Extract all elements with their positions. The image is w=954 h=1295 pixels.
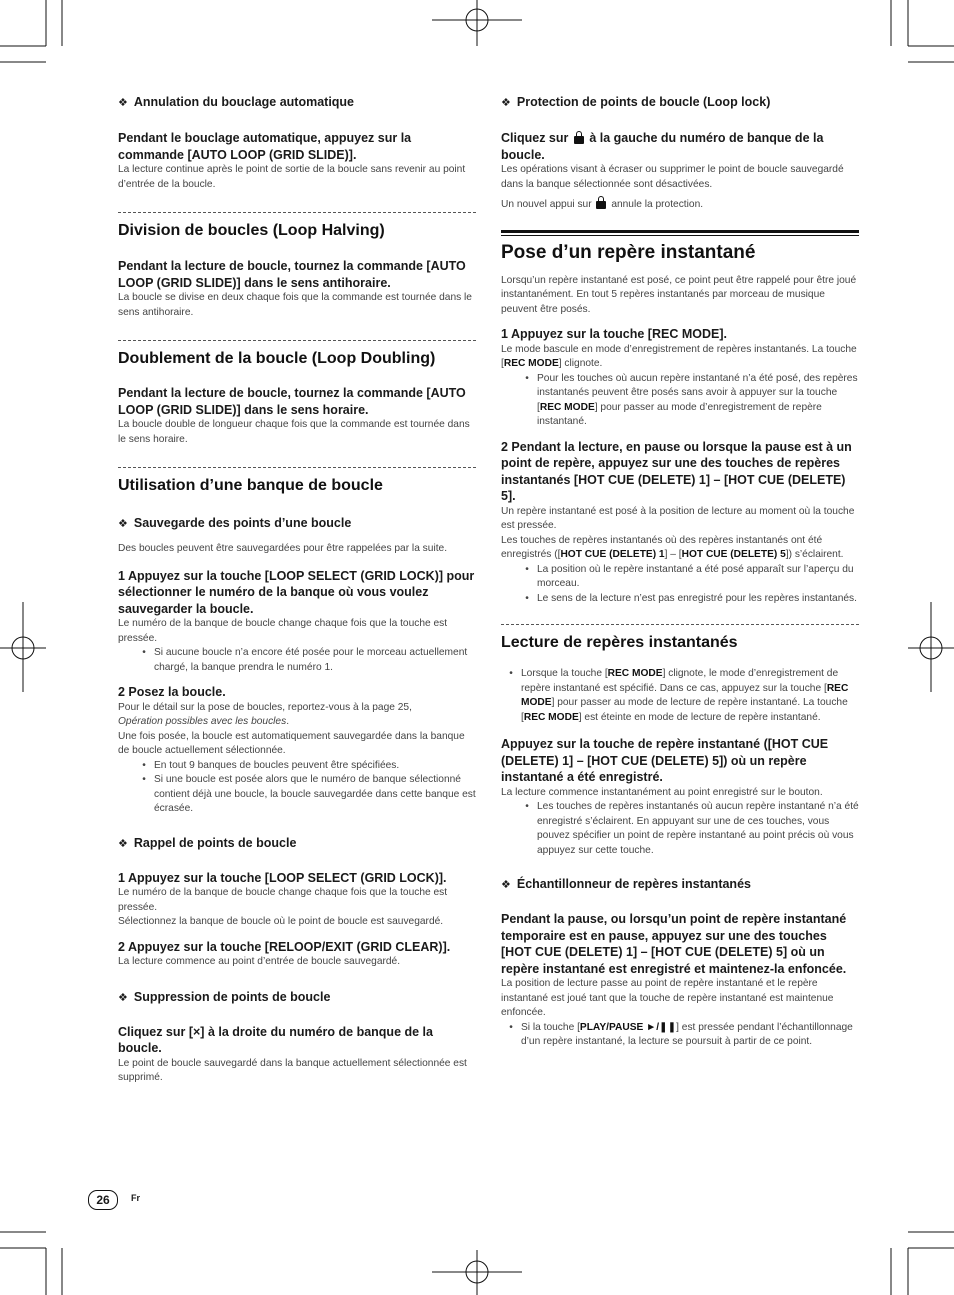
list-item: • Si aucune boucle n’a encore été posée pour le morceau actuellement chargé, la banque prendra le numéro 1. [142, 647, 468, 673]
section-rule [501, 230, 859, 236]
step-text: 2 Pendant la lecture, en pause ou lorsque la pause est à un point de repère, appuyez sur une des touches de repères instantanés [HOT CUE (DELETE) 1] – [HOT CUE (DELETE) 5]. [501, 439, 852, 503]
list-item: • Si la touche [PLAY/PAUSE ►/❚❚] est pressée pendant l’échantillonnage d’un repère instantané, la lecture se poursuit à partir de ce point. [509, 1021, 853, 1047]
section-heading-hotcue: Pose d’un repère instantané [501, 241, 756, 263]
diamond-bullet-icon: ❖ [118, 97, 128, 109]
list-item: • Lorsque la touche [REC MODE] clignote, le mode d’enregistrement de repère instantané est spécifié. Dans ce cas, appuyez sur la touche [REC MODE] pour passer au mode de lecture de repère instantané. La touche [REC MODE] est éteinte en mode de lecture de repère instantané. [509, 668, 849, 723]
body-text: Pour le détail sur la pose de boucles, reportez-vous à la page 25, Opération possibles avec les boucles. [118, 701, 412, 727]
body-text: Des boucles peuvent être sauvegardées pour être rappelées par la suite. [118, 543, 448, 554]
diamond-bullet-icon: ❖ [118, 991, 128, 1004]
section-divider [118, 467, 476, 468]
step-text: Cliquez sur à la gauche du numéro de banque de la boucle. [501, 131, 824, 162]
body-text: Le mode bascule en mode d’enregistrement de repères instantanés. La touche [REC MODE] clignote. [501, 343, 857, 369]
body-text: Un nouvel appui sur annule la protection. [501, 196, 859, 213]
step-text: 1 Appuyez sur la touche [LOOP SELECT (GRID LOCK)]. [118, 870, 447, 885]
lock-icon [596, 196, 606, 209]
step-text: 2 Posez la boucle. [118, 685, 226, 699]
language-code: Fr [131, 1193, 140, 1203]
step-text: Cliquez sur [×] à la droite du numéro de banque de la boucle. [118, 1024, 433, 1055]
body-text: La lecture commence instantanément au point enregistré sur le bouton. [501, 786, 823, 798]
sampler-heading: ❖ Échantillonneur de repères instantanés [501, 877, 751, 891]
list-item: • Si une boucle est posée alors que le numéro de banque sélectionné contient déjà une boucle, la boucle sauvegardée dans cette banque est écrasée. [142, 774, 476, 814]
diamond-bullet-icon: ❖ [118, 518, 128, 530]
lock-icon [574, 131, 584, 144]
recall-heading: ❖ Rappel de points de boucle [118, 835, 297, 850]
body-text: Le point de boucle sauvegardé dans la banque actuellement sélectionnée est supprimé. [118, 1057, 467, 1083]
diamond-bullet-icon: ❖ [501, 879, 511, 891]
right-column [501, 94, 859, 1050]
list-item: • Les touches de repères instantanés où aucun repère instantané n’a été enregistré s’éclairent. En appuyant sur une de ces touches, vous pouvez spécifier un point de repère instantané au point précis où vous appuyez sur cette touche. [525, 801, 859, 856]
left-column [118, 94, 476, 1086]
section-heading-halving: Division de boucles (Loop Halving) [118, 222, 385, 239]
loop-lock-heading: ❖ Protection de points de boucle (Loop lock) [501, 95, 771, 109]
body-text: Les opérations visant à écraser ou supprimer le point de boucle sauvegardé dans la banque sélectionnée sont désactivées. [501, 164, 844, 190]
section-heading-doubling: Doublement de la boucle (Loop Doubling) [118, 350, 436, 367]
section-divider [118, 212, 476, 213]
step-text: 1 Appuyez sur la touche [LOOP SELECT (GRID LOCK)] pour sélectionner le numéro de la banque où vous voulez sauvegarder la boucle. [118, 568, 475, 616]
section-divider [118, 340, 476, 341]
body-text: La boucle double de longueur chaque fois que la commande est tournée dans le sens horaire. [118, 419, 470, 445]
section-heading-bank: Utilisation d’une banque de boucle [118, 477, 383, 494]
section-divider [501, 624, 859, 625]
list-item: • La position où le repère instantané a été posé apparaît sur l’aperçu du morceau. [525, 563, 854, 589]
save-heading: ❖ Sauvegarde des points d’une boucle [118, 516, 352, 530]
diamond-bullet-icon: ❖ [501, 97, 511, 109]
step-text: Pendant la lecture de boucle, tournez la commande [AUTO LOOP (GRID SLIDE)] dans le sens horaire. [118, 386, 466, 417]
list-item: • En tout 9 banques de boucles peuvent être spécifiées. [142, 759, 400, 771]
list-item: • Le sens de la lecture n’est pas enregistré pour les repères instantanés. [525, 592, 857, 604]
body-text: Lorsqu’un repère instantané est posé, ce point peut être rappelé pour être joué instantanément. En tout 5 repères instantanés par morceau de musique peuvent être posés. [501, 274, 857, 315]
step-text: 1 Appuyez sur la touche [REC MODE]. [501, 327, 727, 341]
body-text: La lecture commence au point d’entrée de boucle sauvegardé. [118, 956, 401, 967]
body-text: Un repère instantané est posé à la position de lecture au moment où la touche est pressée. [501, 505, 855, 531]
delete-heading: ❖ Suppression de points de boucle [118, 989, 331, 1004]
body-text: Les touches de repères instantanés où des repères instantanés ont été enregistrés ([HOT CUE (DELETE) 1] – [HOT CUE (DELETE) 5]) s’éclairent. [501, 534, 844, 560]
body-text: Une fois posée, la boucle est automatiquement sauvegardée dans la banque de boucle actuellement sélectionnée. [118, 730, 465, 756]
body-text: La position de lecture passe au point de repère instantané et le repère instantané est joué tant que la touche de repère instantané est maintenue enfoncée. [501, 978, 834, 1018]
body-text: Sélectionnez la banque de boucle où le point de boucle est sauvegardé. [118, 916, 444, 927]
step-text: 2 Appuyez sur la touche [RELOOP/EXIT (GRID CLEAR)]. [118, 939, 451, 954]
body-text: Le numéro de la banque de boucle change chaque fois que la touche est pressée. [118, 618, 448, 644]
step-text: Pendant la pause, ou lorsqu’un point de repère instantané temporaire est en pause, appuyez sur une des touches [HOT CUE (DELETE) 1] – [HOT CUE (DELETE) 5] où un repère instantané est enregistré et maintenez-la enfoncée. [501, 912, 847, 976]
section-heading-play: Lecture de repères instantanés [501, 634, 738, 651]
diamond-bullet-icon: ❖ [118, 837, 128, 850]
page-number: 26 [88, 1190, 118, 1210]
body-text: La lecture continue après le point de sortie de la boucle sans revenir au point d’entrée de la boucle. [118, 164, 466, 190]
step-text: Appuyez sur la touche de repère instantané ([HOT CUE (DELETE) 1] – [HOT CUE (DELETE) 5]) où un repère instantané a été enregistré. [501, 737, 829, 784]
body-text: La boucle se divise en deux chaque fois que la commande est tournée dans le sens antihoraire. [118, 292, 472, 318]
body-text: Le numéro de la banque de boucle change chaque fois que la touche est pressée. [118, 887, 448, 913]
step-text: Pendant la lecture de boucle, tournez la commande [AUTO LOOP (GRID SLIDE)] dans le sens antihoraire. [118, 259, 466, 290]
list-item: • Pour les touches où aucun repère instantané n’a été posé, des repères instantanés peuvent être posés sans avoir à appuyer sur la touche [REC MODE] pour passer au mode d’enregistrement de repère instantané. [525, 372, 858, 427]
auto-loop-cancel-heading: ❖ Annulation du bouclage automatique [118, 95, 355, 109]
step-text: Pendant le bouclage automatique, appuyez sur la commande [AUTO LOOP (GRID SLIDE)]. [118, 131, 412, 162]
